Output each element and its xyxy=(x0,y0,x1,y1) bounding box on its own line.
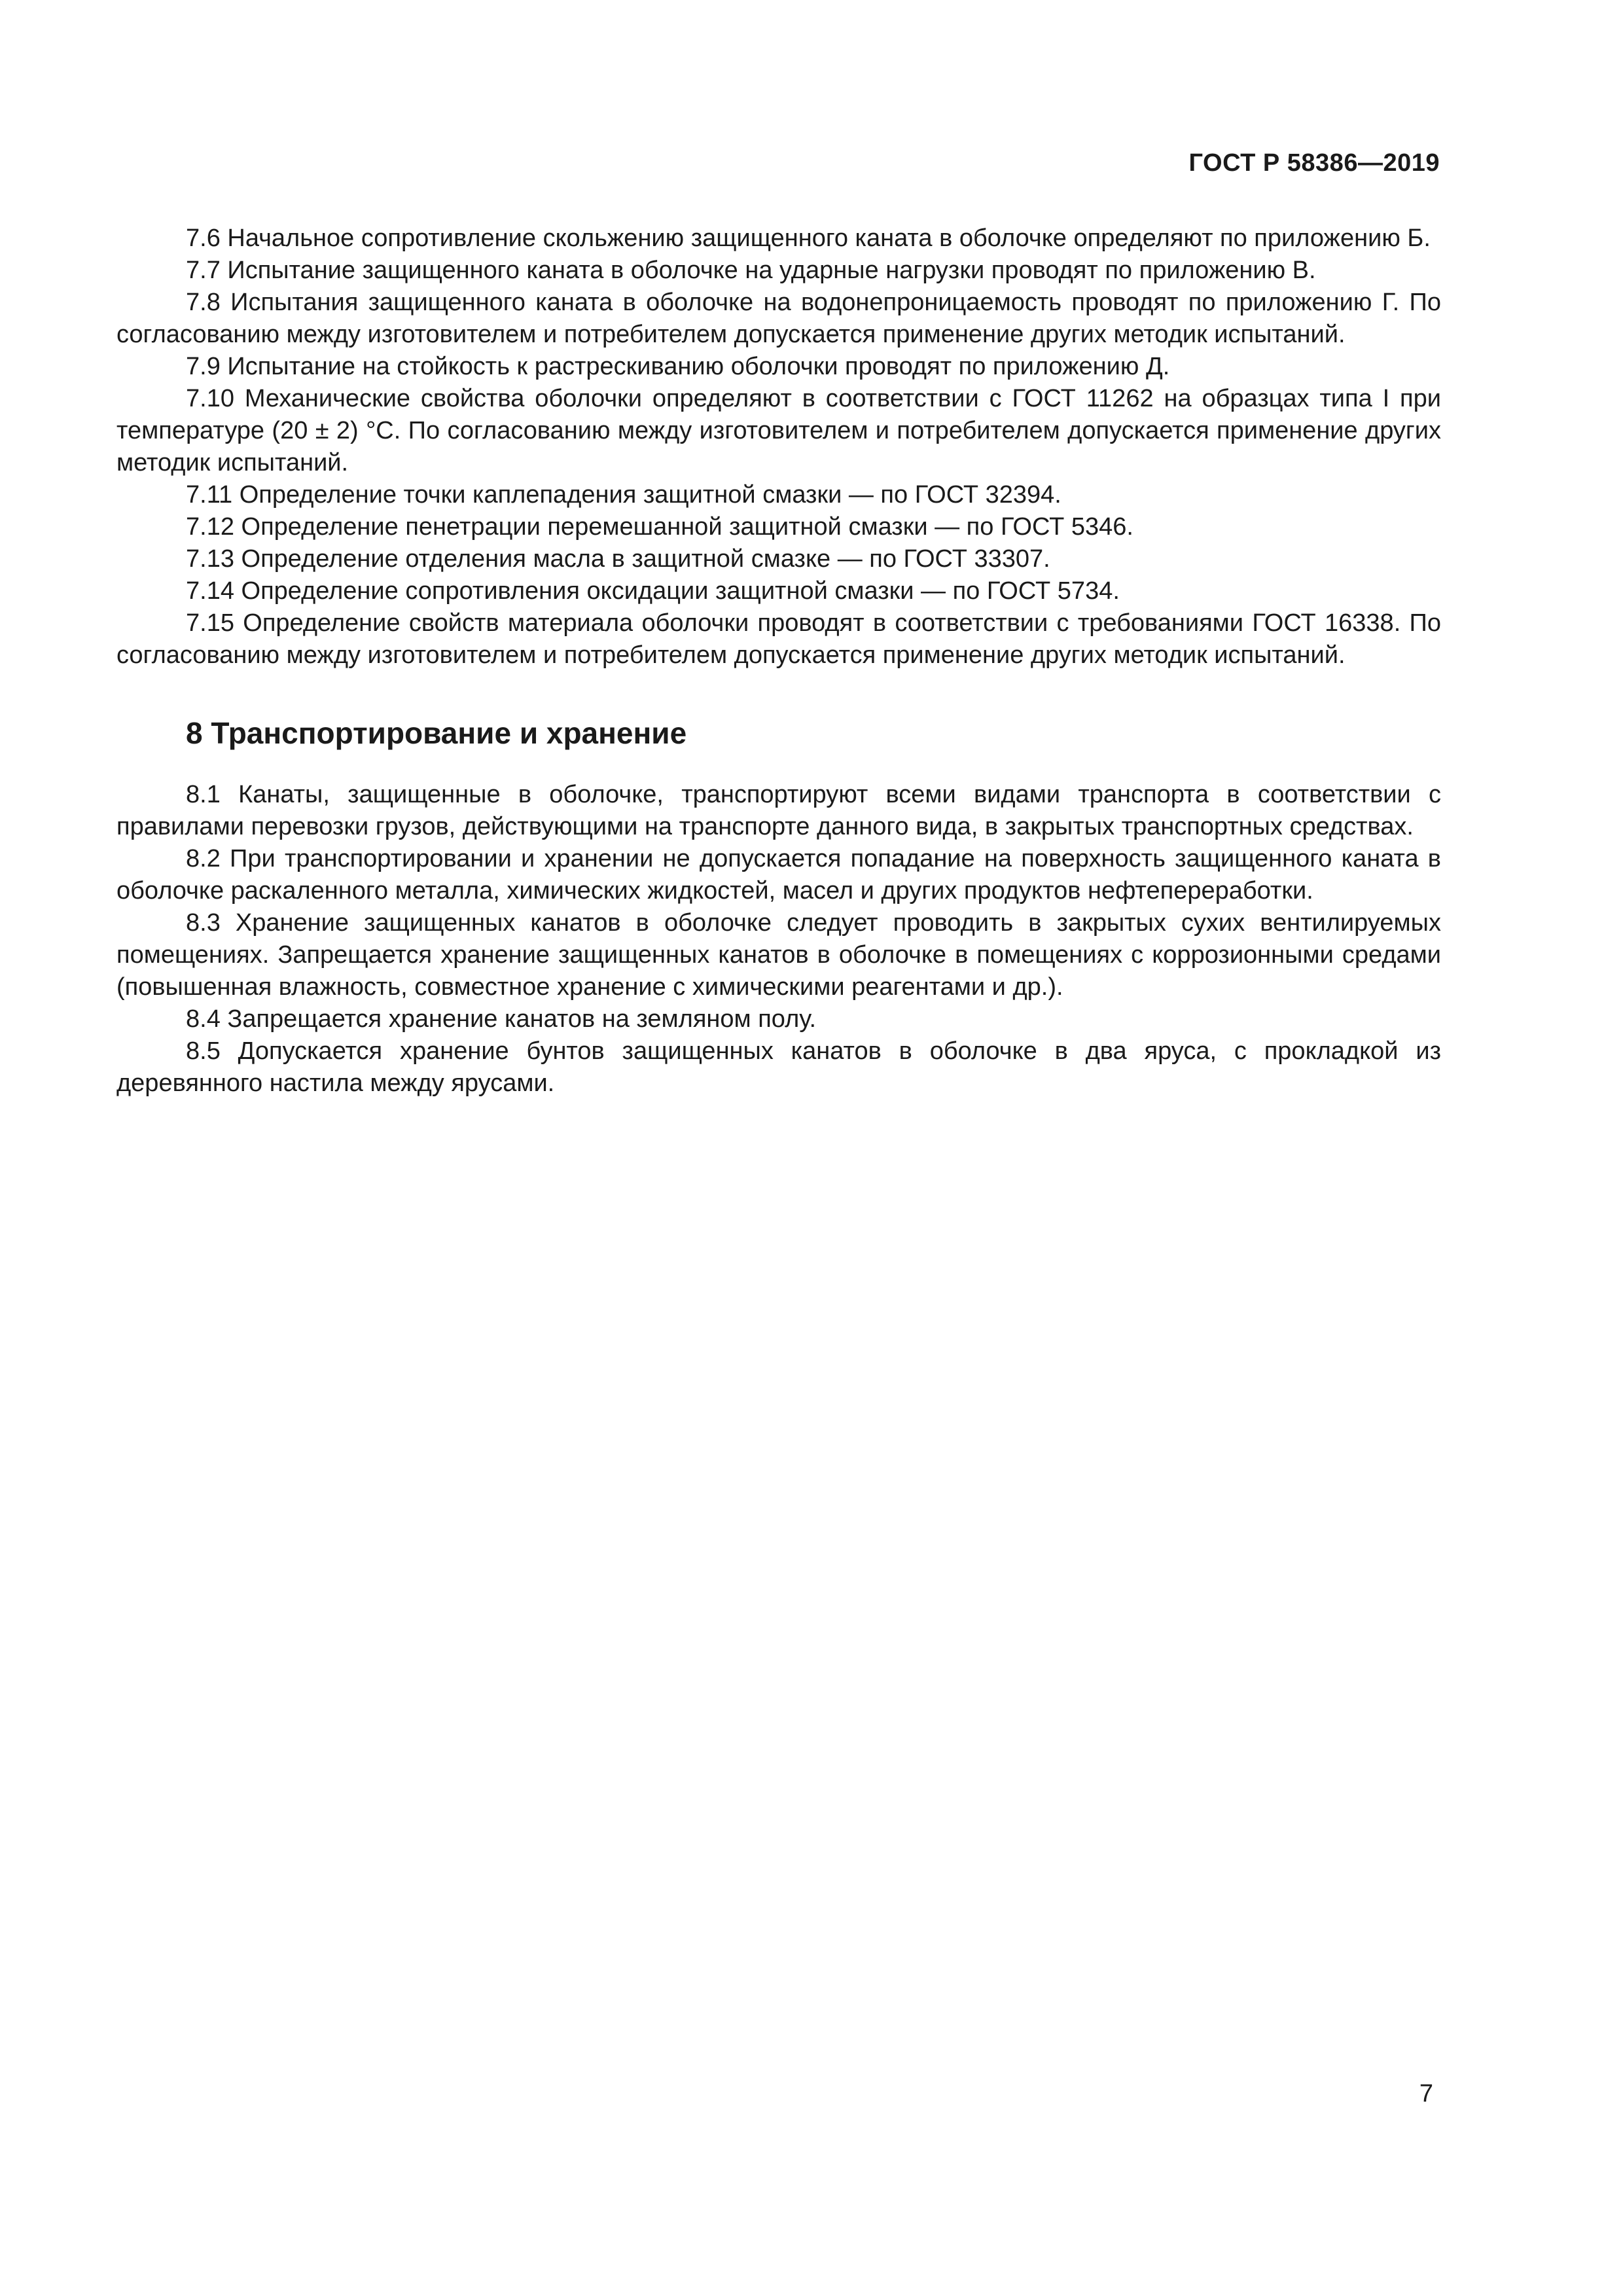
paragraph-7-7: 7.7 Испытание защищенного каната в оболочке на ударные нагрузки проводят по приложению В. xyxy=(186,257,1316,284)
page-number: 7 xyxy=(1419,2080,1433,2108)
paragraph-8-1: 8.1 Канаты, защищенные в оболочке, транспортируют всеми видами транспорта в соответствии с правилами перевозки грузов, действующими на транспорте данного вида, в закрытых транспортных средствах. xyxy=(116,781,1441,840)
section-8-title: 8 Транспортирование и хранение xyxy=(186,716,687,750)
paragraph-8-5: 8.5 Допускается хранение бунтов защищенных канатов в оболочке в два яруса, с прокладкой из деревянного настила между ярусами. xyxy=(116,1037,1441,1097)
paragraph-7-13: 7.13 Определение отделения масла в защитной смазке — по ГОСТ 33307. xyxy=(186,545,1050,573)
paragraph-7-6: 7.6 Начальное сопротивление скольжению защищенного каната в оболочке определяют по приложению Б. xyxy=(186,224,1431,252)
paragraph-7-8: 7.8 Испытания защищенного каната в оболочке на водонепроницаемость проводят по приложению Г. По согласованию между изготовителем и потребителем допускается применение других методик испытаний. xyxy=(116,289,1441,348)
document-code-header: ГОСТ Р 58386—2019 xyxy=(1188,149,1440,177)
page-content xyxy=(116,223,1441,1100)
paragraph-8-4: 8.4 Запрещается хранение канатов на земляном полу. xyxy=(186,1005,817,1033)
paragraph-7-14: 7.14 Определение сопротивления оксидации защитной смазки — по ГОСТ 5734. xyxy=(186,577,1120,605)
paragraph-7-10: 7.10 Механические свойства оболочки определяют в соответствии с ГОСТ 11262 на образцах типа I при температуре (20 ± 2) °С. По согласованию между изготовителем и потребителем допускается применение других методик испытаний. xyxy=(116,385,1441,476)
paragraph-7-11: 7.11 Определение точки каплепадения защитной смазки — по ГОСТ 32394. xyxy=(186,481,1061,509)
paragraph-7-12: 7.12 Определение пенетрации перемешанной защитной смазки — по ГОСТ 5346. xyxy=(186,513,1133,541)
paragraph-8-2: 8.2 При транспортировании и хранении не допускается попадание на поверхность защищенного каната в оболочке раскаленного металла, химических жидкостей, масел и других продуктов нефтепереработки. xyxy=(116,845,1441,905)
paragraph-8-3: 8.3 Хранение защищенных канатов в оболочке следует проводить в закрытых сухих вентилируемых помещениях. Запрещается хранение защищенных канатов в оболочке в помещениях с коррозионными средами (повышенная влажность, совместное хранение с химическими реагентами и др.). xyxy=(116,909,1441,1001)
section-8-body xyxy=(116,779,1441,1100)
section-7-body xyxy=(116,223,1441,672)
paragraph-7-9: 7.9 Испытание на стойкость к растрескиванию оболочки проводят по приложению Д. xyxy=(186,353,1170,380)
paragraph-7-15: 7.15 Определение свойств материала оболочки проводят в соответствии с требованиями ГОСТ 16338. По согласованию между изготовителем и потребителем допускается применение других методик испытаний. xyxy=(116,609,1441,669)
